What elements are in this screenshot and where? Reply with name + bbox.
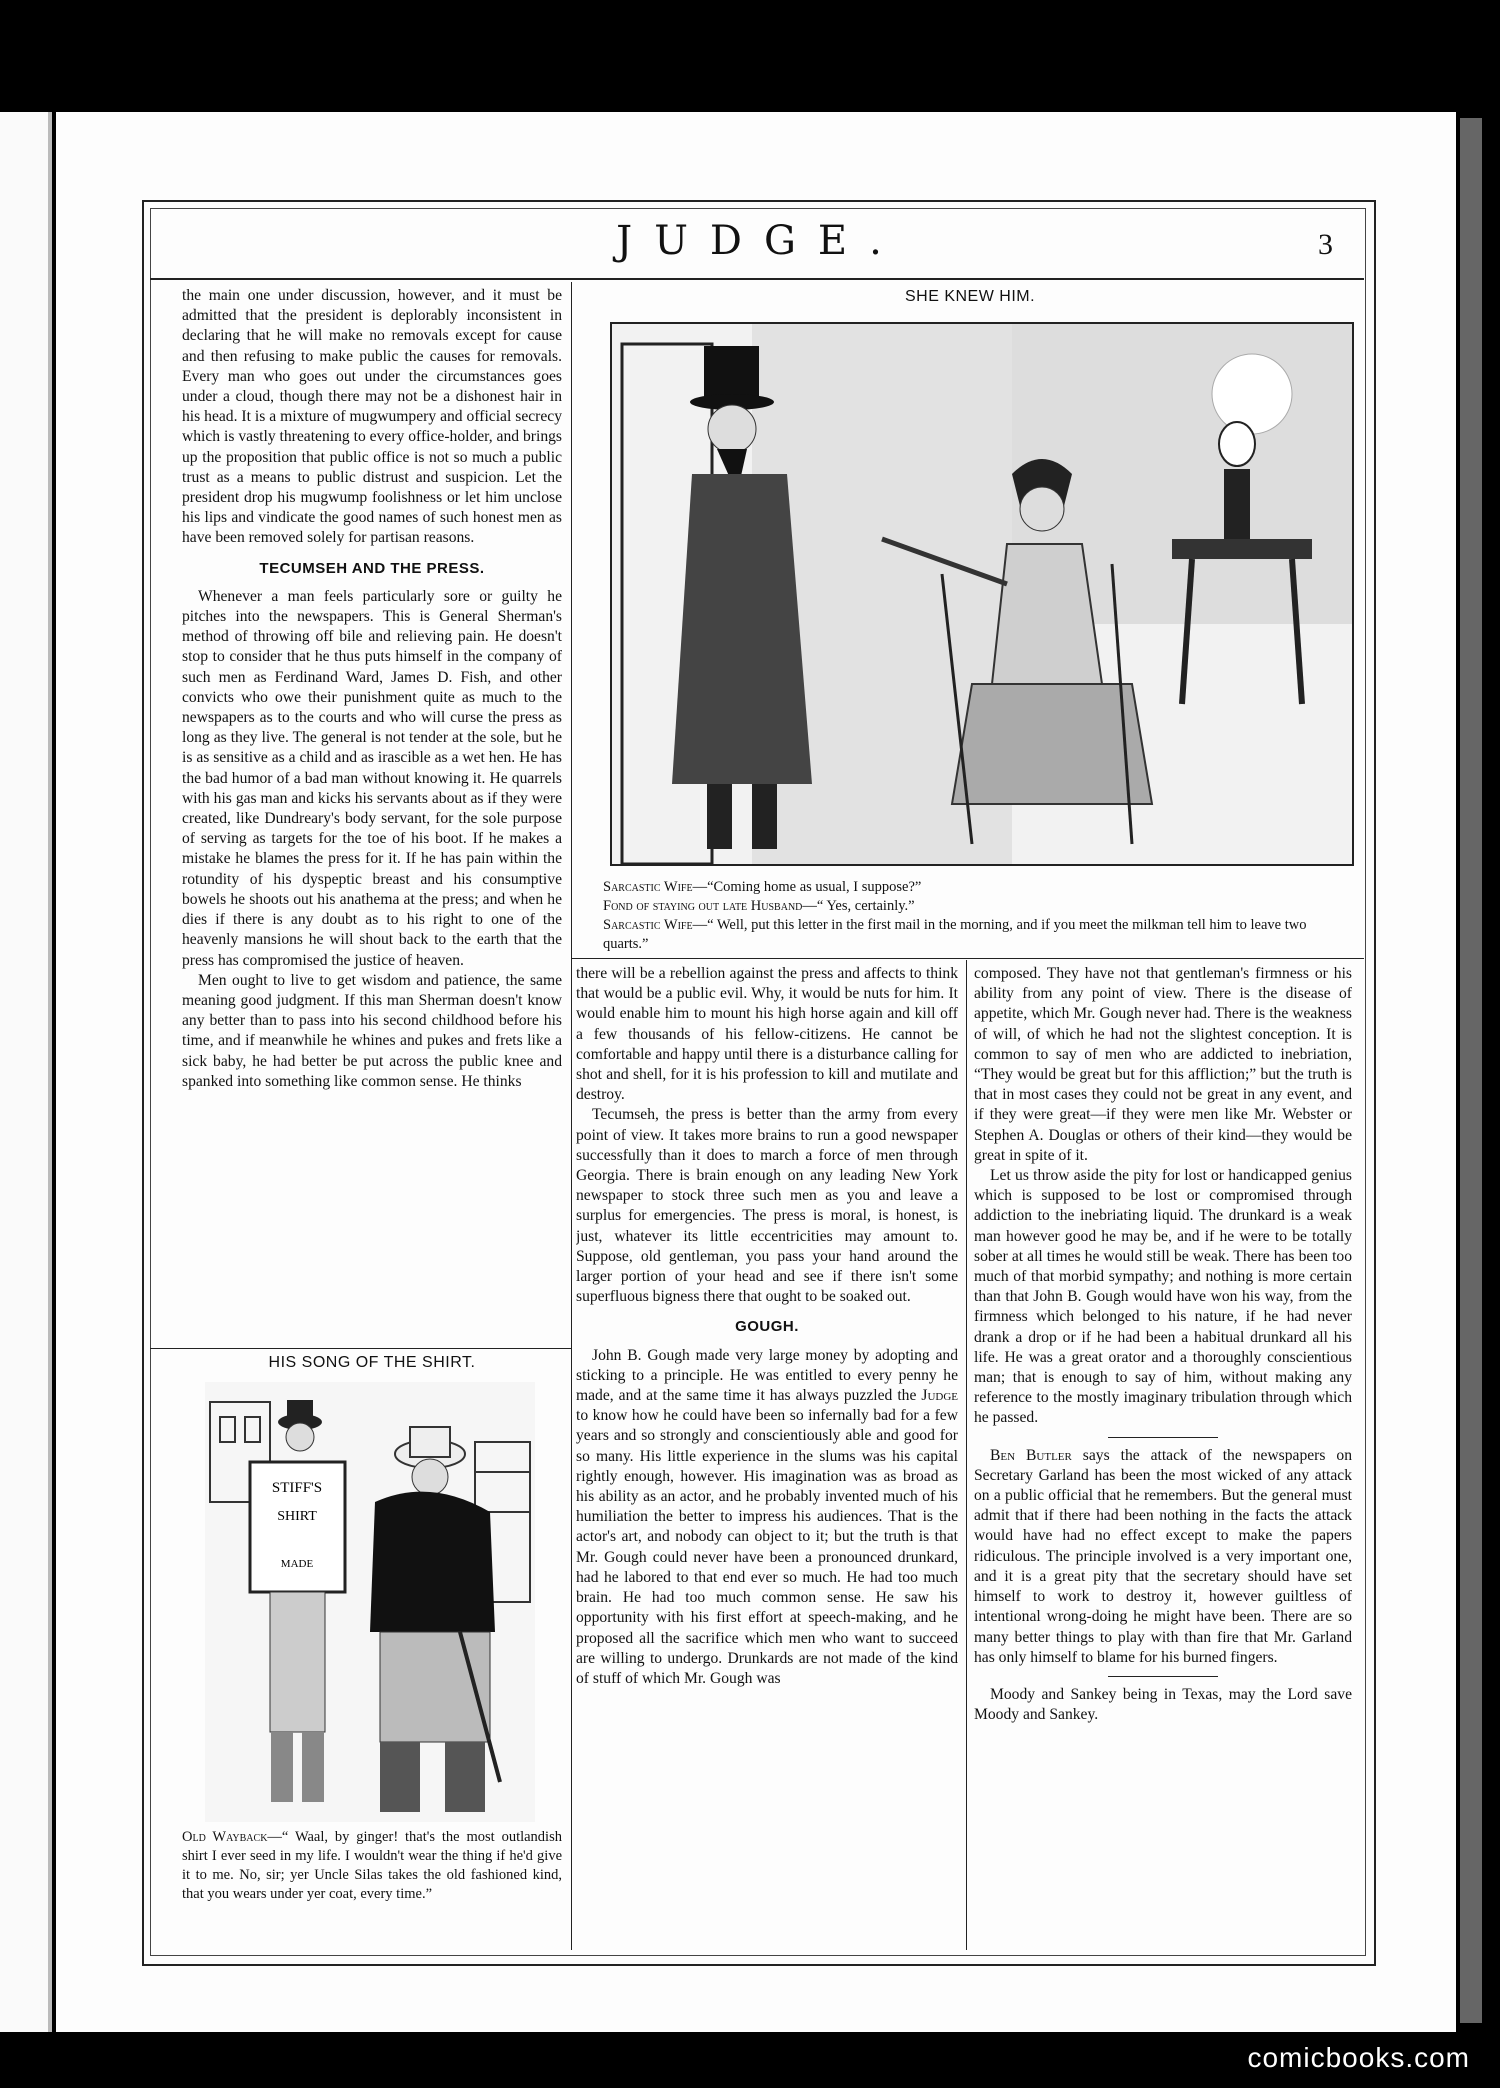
paragraph-butler-text: says the attack of the newspapers on Secretary Garland has been the most wicked of any attack on a public official that he remembers. But the general must admit that if there had been nothing in the facts the attack would have had no effect except to make the papers ridiculous. The principle involved is a very important one, and it is a great pity that the secretary should have set himself to work to destroy it, however guiltless of intentional wrong-doing he might have been. There are so many better things to play with than fire that Mr. Garland has only himself to blame for his burned fingers. [974, 1446, 1352, 1666]
paragraph-gough-rest: to know how he could have been so infernally bad for a few years and so strongly and conscientiously able and good for so many. His little experience in the slums was his capital rightly enough, however. His imagination was as broad as his ability as an actor, and he probably invented much of his humiliation the better to impress his audiences. That is the actor's art, and nobody can object to it; but the truth is that Mr. Gough could never have been a pronounced drunkard, had he labored to that end ever so much. He had too much brain. He had too much common sense. He saw his opportunity with his first effort at speech-making, and he proposed all the sacrifice which men who want to succeed are willing to undergo. Drunkards are not made of the kind of stuff of which Mr. Gough was [576, 1407, 958, 1687]
illustration-bottom-rule [572, 958, 1364, 959]
sign-text-shirt: SHIRT [277, 1509, 317, 1524]
previous-page-edge [0, 112, 52, 2032]
binding-spine [1460, 118, 1482, 2023]
paragraph-composed: composed. They have not that gentleman's firmness or his ability from any point of view. There is the disease of appetite, which Mr. Gough never had. There is the weakness of will, of which he had not the slightest conception. It is common to say of men who are addicted to inebriation, “They would be great but for this affliction;” but the truth is that in most cases they could not be great in any event, and if they were great—if they were men like Mr. Webster or Stephen A. Douglas or others of their kind—they would be great in spite of it. [974, 965, 1352, 1164]
paragraph-tecumseh-1: Whenever a man feels particularly sore or guilty he pitches into the newspapers. This is General Sherman's method of throwing off bile and relieving pain. He doesn't stop to consider that he thus puts himself in the company of such men as Ferdinand Ward, James D. Fish, and other convicts who owe their punishment quite as much to the newspapers as to the courts and who will curse the press as long as they live. The general is not tender at the sole, but he is as sensitive as a child and as irascible as a wet hen. He has the bad humor of a bad man without knowing it. He quarrels with his gas man and kicks his servants about as if they were created, like Dundreary's body servant, for the sole purpose of serving as targets for the toe of his boot. If he makes a mistake he blames the press for it. If he has pain within the rotundity of his dyspeptic breast and his consumptive bowels he shoots out his anathema at the press; and when he dies if there is any doubt as to his right to one of the heavenly mansions he will shout back to the earth that the press has compromised the justice of heaven. [182, 587, 562, 969]
paragraph-pity: Let us throw aside the pity for lost or handicapped genius which is supposed to be lost or compromised through addiction to the inebriating liquid. The drunkard is a weak man however good he may be, and if he were to be totally sober at all times he would still be weak. There has been too much of that morbid sympathy; and nothing is more certain than that John B. Gough would have won his way, from the firmness which belonged to his nature, if he had never drank a drop or if he had been a habitual drunkard all his life. He was a great orator and a thoroughly conscientious man; that is enough to say of him, without making any reference to the mostly imaginary tribulation through which he passed. [974, 1167, 1352, 1427]
left-column-rule [150, 1348, 571, 1349]
caption-text-wife-2: —“ Well, put this letter in the first mail in the morning, and if you meet the milkman tell him to leave two quarts.” [603, 917, 1307, 952]
illustration-title-she-knew-him: SHE KNEW HIM. [904, 288, 1036, 305]
sign-text-made: MADE [280, 1558, 314, 1570]
heading-gough: GOUGH. [735, 1318, 799, 1336]
caption-she-knew-him [603, 878, 1355, 954]
caption-speaker-wife-2: Sarcastic Wife [603, 917, 693, 933]
paragraph-tecumseh-2: Men ought to live to get wisdom and patience, the same meaning good judgment. If this man Sherman doesn't know any better than to pass into his second childhood before his time, and if meanwhile he whines and pukes and frets like a sick baby, he had better be put across the public knee and spanked into something like common sense. He thinks [182, 971, 562, 1090]
illustration-title-shirt: HIS SONG OF THE SHIRT. [268, 1354, 476, 1371]
heading-tecumseh: TECUMSEH AND THE PRESS. [259, 559, 485, 577]
column-rule-2 [966, 960, 967, 1950]
paragraph-butler-name: Ben Butler [990, 1446, 1072, 1464]
section-rule-moody [1108, 1676, 1218, 1677]
illustration-song-of-the-shirt [205, 1382, 535, 1822]
page-number: 3 [1318, 228, 1333, 261]
caption-speaker-husband: Fond of staying out late Husband [603, 898, 803, 914]
middle-column [576, 964, 958, 1946]
paragraph-gough-judge: Judge [921, 1387, 958, 1405]
caption-shirt [182, 1828, 562, 1904]
caption-text-wife-1: —“Coming home as usual, I suppose?” [692, 879, 922, 895]
paragraph-rebellion: there will be a rebellion against the press and affects to think that would be a public evil. Why, it would be nuts for him. It would enable him to mount his high horse again and kill off a few thousands of his fellow-citizens. He cannot be comfortable and happy until there is a disturbance calling for shot and shell, for it is his profession to kill and mutilate and destroy. [576, 965, 958, 1104]
header-rule [150, 278, 1364, 280]
caption-speaker-wayback: Old Wayback [182, 1829, 268, 1845]
paragraph-tecumseh-press: Tecumseh, the press is better than the army from every point of view. It takes more brains to run a good newspaper successfully than it does to march a force of men through Georgia. There is brain enough on any leading New York newspaper to stock three such men as you and leave a surplus for emergencies. The press is moral, is honest, is just, whatever its little eccentricities may amount to. Suppose, old gentleman, you pass your hand around the larger portion of your head and see if there isn't some superfluous bigness there that ought to be soaked out. [576, 1106, 958, 1306]
masthead-title: JUDGE. [616, 218, 904, 264]
caption-text-husband: —“ Yes, certainly.” [802, 898, 915, 914]
right-column [974, 964, 1352, 1946]
column-rule-1 [571, 282, 572, 1950]
caption-speaker-wife-1: Sarcastic Wife [603, 879, 693, 895]
paragraph-gough [576, 1346, 958, 1689]
paragraph-removals: the main one under discussion, however, and it must be admitted that the president is deplorably inconsistent in declaring that he will make no removals except for cause and then refusing to make public the causes for removals. Every man who goes out under the circumstances goes under a cloud, though there may not be a dishonest hair in his head. It is a mixture of mugwumpery and official secrecy which is vastly threatening to every office-holder, and brings up the proposition that public office is not so much a public trust as a means to public distrust and suspicion. Let the president drop his mugwump foolishness or let him unclose his lips and vindicate the good names of such honest men as have been removed solely for partisan reasons. [182, 287, 562, 547]
illustration-she-knew-him [610, 322, 1354, 866]
site-watermark: comicbooks.com [1247, 2042, 1470, 2073]
paragraph-butler [974, 1446, 1352, 1668]
section-rule-butler [1108, 1437, 1218, 1438]
left-column [182, 286, 562, 1341]
caption-text-wayback: —“ Waal, by ginger! that's the most outlandish shirt I ever seed in my life. I wouldn't wear the thing if he'd give it to me. No, sir; yer Uncle Silas takes the old fashioned kind, that you wears under yer coat, every time.” [182, 1829, 562, 1902]
sign-text-stiffs: STIFF'S [271, 1480, 323, 1496]
paragraph-moody: Moody and Sankey being in Texas, may the Lord save Moody and Sankey. [974, 1685, 1352, 1724]
paragraph-gough-start: John B. Gough made very large money by adopting and sticking to a principle. He was entitled to every penny he made, and at the same time it has always puzzled the [576, 1346, 958, 1405]
